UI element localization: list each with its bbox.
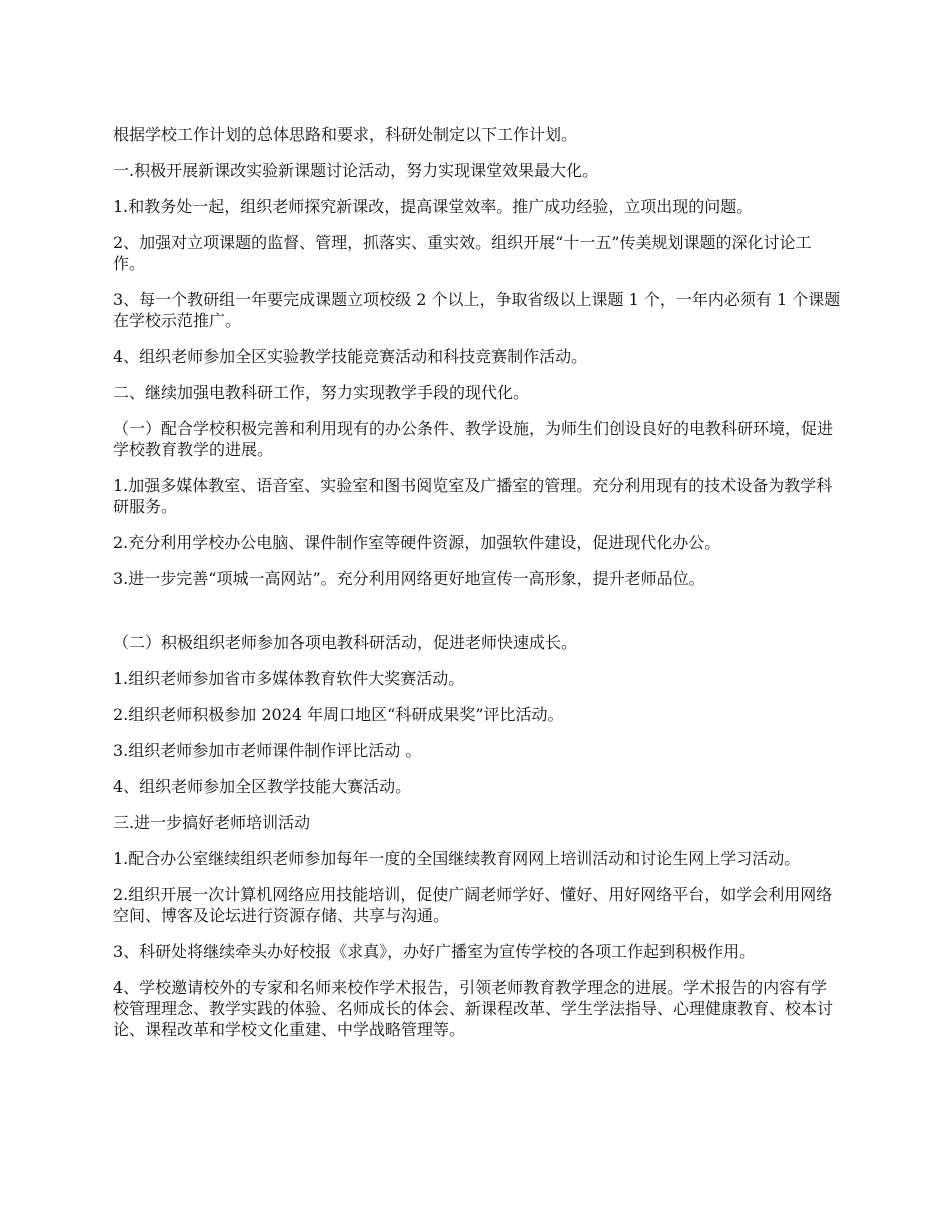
section-two-heading: 二、继续加强电教科研工作，努力实现教学手段的现代化。 [113,383,530,402]
section-one-item-1: 1.和教务处一起，组织老师探究新课改，提高课堂效率。推广成功经验，立项出现的问题。 [113,197,753,216]
subsection-two-item-1: 1.组织老师参加省市多媒体教育软件大奖赛活动。 [113,669,465,688]
subsection-one-item-3: 3.进一步完善“项城一高网站”。充分利用网络更好地宣传一高形象，提升老师品位。 [113,569,705,588]
intro-paragraph: 根据学校工作计划的总体思路和要求，科研处制定以下工作计划。 [113,125,578,144]
section-three-item-3: 3、科研处将继续牵头办好校报《求真》，办好广播室为宣传学校的各项工作起到积极作用。 [113,942,756,961]
subsection-two-item-3: 3.组织老师参加市老师课件制作评比活动 。 [113,741,422,760]
section-one-item-2: 2、加强对立项课题的监督、管理，抓落实、重实效。组织开展“十一五”传美规划课题的深化讨论工作。 [113,233,812,273]
section-three-item-4: 4、学校邀请校外的专家和名师来校作学术报告，引领老师教育教学理念的进展。学术报告的内容有学校管理理念、教学实践的体验、名师成长的体会、新课程改革、学生学法指导、心理健康教育、校本讨论、课程改革和学校文化重建、中学战略管理等。 [113,978,834,1039]
section-one-heading: 一.积极开展新课改实验新课题讨论活动，努力实现课堂效果最大化。 [113,161,599,180]
subsection-one-item-1: 1.加强多媒体教室、语音室、实验室和图书阅览室及广播室的管理。充分利用现有的技术设备为教学科研服务。 [113,476,833,516]
subsection-one-item-2: 2.充分利用学校办公电脑、课件制作室等硬件资源，加强软件建设，促进现代化办公。 [113,533,721,552]
section-one-item-4: 4、组织老师参加全区实验教学技能竞赛活动和科技竞赛制作活动。 [113,347,588,366]
subsection-two-heading: （二）积极组织老师参加各项电教科研活动，促进老师快速成长。 [113,633,578,652]
paragraph-spacer [113,604,843,632]
subsection-two-item-2: 2.组织老师积极参加 2024 年周口地区“科研成果奖”评比活动。 [113,705,564,724]
section-three-item-2: 2.组织开展一次计算机网络应用技能培训，促使广阔老师学好、懂好、用好网络平台，如学会利用网络空间、博客及论坛进行资源存储、共享与沟通。 [113,885,833,925]
subsection-two-item-4: 4、组织老师参加全区教学技能大赛活动。 [113,777,412,796]
section-three-item-1: 1.配合办公室继续组织老师参加每年一度的全国继续教育网网上培训活动和讨论生网上学习活动。 [113,849,801,868]
section-one-item-3: 3、每一个教研组一年要完成课题立项校级 2 个以上，争取省级以上课题 1 个，一年内必须有 1 个课题在学校示范推广。 [113,290,841,330]
section-three-heading: 三.进一步搞好老师培训活动 [113,813,311,832]
document-body [113,124,843,1055]
subsection-one-heading: （一）配合学校积极完善和利用现有的办公条件、教学设施，为师生们创设良好的电教科研环境，促进学校教育教学的进展。 [113,419,834,459]
